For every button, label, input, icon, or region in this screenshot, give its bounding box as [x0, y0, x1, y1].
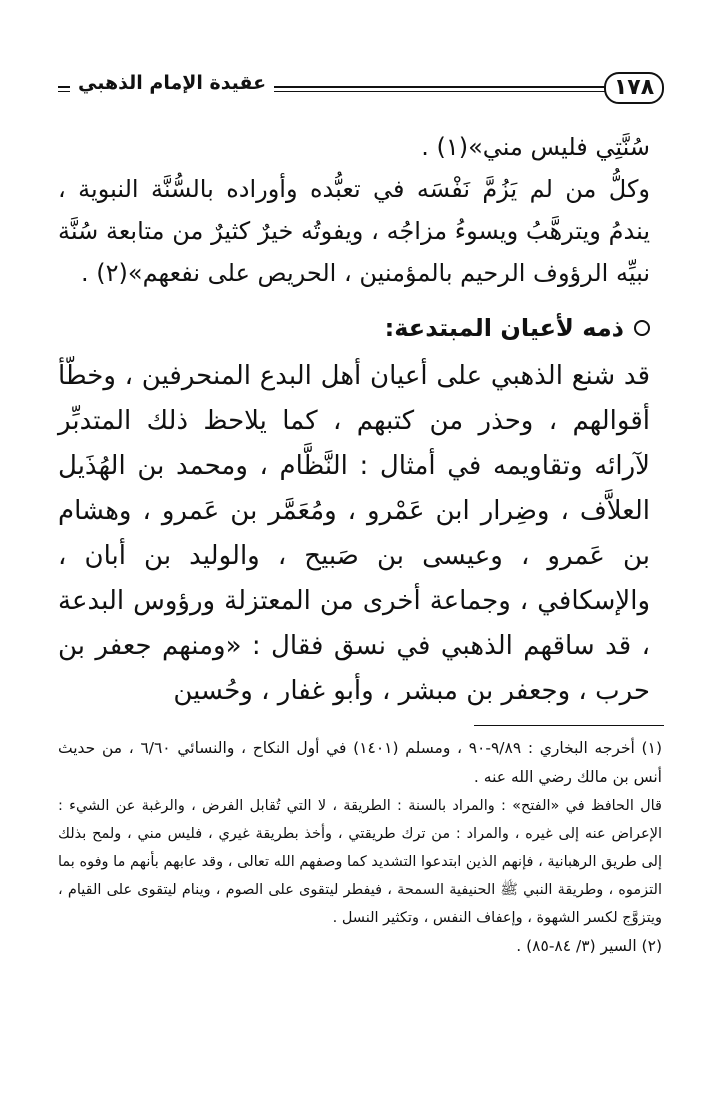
- footnotes: [58, 734, 662, 961]
- running-title: عقيدة الإمام الذهبي: [70, 70, 274, 96]
- section-heading-text: ذمه لأعيان المبتدعة:: [384, 314, 624, 342]
- paragraph-sunnah: وكلُّ من لم يَزُمَّ نَفْسَه في تعبُّده وأوراده بالسُّنَّة النبوية ، يندمُ ويترهَّبُ ويسوءُ مزاجُه ، ويفوتُه خيرٌ كثيرٌ من متابعة سُنَّة نبيِّه الرؤوف الرحيم بالمؤمنين ، الحريص على نفعهم»(٢) .: [58, 175, 650, 287]
- main-text: [58, 126, 650, 714]
- footnote-1-explanation: قال الحافظ في «الفتح» : والمراد بالسنة : الطريقة ، لا التي تُقابل الفرض ، والرغبة عن الشيء : الإعراض عنه إلى غيره ، والمراد : من ترك طريقتي ، وأخذ بطريقة غيري ، فليس مني ، ولمح بذلك إلى طريق الرهبانية ، فإنهم الذين ابتدعوا التشديد كما وصفهم الله تعالى ، وقد عابهم بأنهم ما وفوه بما التزموه ، وطريقة النبي ﷺ الحنيفية السمحة ، فيفطر ليتقوى على الصوم ، وينام ليتقوى على القيام ، ويتزوَّج لكسر الشهوة ، وإعفاف النفس ، وتكثير النسل .: [58, 798, 662, 926]
- footnote-1: (١) أخرجه البخاري : ٩/٨٩-٩٠ ، ومسلم (١٤٠١) في أول النكاح ، والنسائي ٦/٦٠ ، من حديث أنس بن مالك رضي الله عنه .: [58, 739, 662, 786]
- footnote-separator: [474, 725, 664, 726]
- circle-bullet-icon: [634, 320, 650, 336]
- section-heading: [58, 308, 650, 348]
- page-number: ١٧٨: [604, 72, 664, 104]
- paragraph-innovators: قد شنع الذهبي على أعيان أهل البدع المنحرفين ، وخطّأ أقوالهم ، وحذر من كتبهم ، كما يلاحظ ذلك المتدبِّر لآرائه وتقاويمه في أمثال : النَّظَّام ، ومحمد بن الهُذَيل العلاَّف ، وضِرار ابن عَمْرو ، ومُعَمَّر بن عَمرو ، وهشام بن عَمرو ، وعيسى بن صَبيح ، والوليد بن أبان ، والإسكافي ، وجماعة أخرى من المعتزلة ورؤوس البدعة ، قد ساقهم الذهبي في نسق فقال : «ومنهم جعفر بن حرب ، وجعفر بن مبشر ، وأبو غفار ، وحُسين: [58, 361, 650, 706]
- footnote-2: (٢) السير (٣/ ٨٤-٨٥) .: [516, 937, 662, 955]
- page-header: [58, 70, 664, 110]
- paragraph-hadith-end: سُنَّتِي فليس مني»(١) .: [421, 133, 650, 161]
